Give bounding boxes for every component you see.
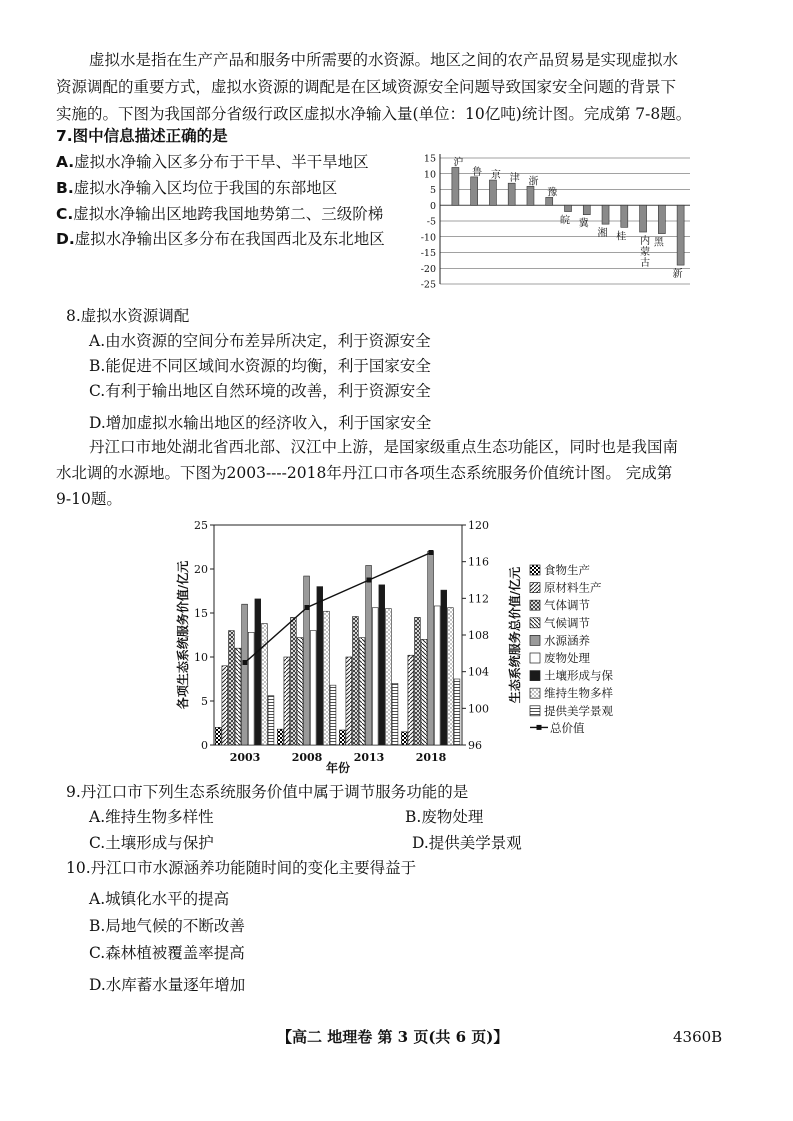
c2-legend-label: 水源涵养 bbox=[544, 633, 590, 648]
c2-bar bbox=[421, 639, 427, 745]
c1-ytick-label: -5 bbox=[426, 216, 436, 228]
c1-bar bbox=[546, 197, 553, 205]
intro-line-2: 资源调配的重要方式，虚拟水资源的调配是在区域资源安全问题导致国家安全问题的背景下 bbox=[56, 78, 677, 96]
c2-bar bbox=[454, 679, 460, 745]
c2-legend-label: 土壤形成与保 bbox=[544, 668, 613, 683]
c2-bar bbox=[324, 611, 330, 745]
c1-category-label: 冀 bbox=[578, 218, 589, 230]
c1-ytick-label: 0 bbox=[429, 200, 436, 212]
c2-legend-swatch bbox=[530, 618, 540, 628]
q10-option-c: C.森林植被覆盖率提高 bbox=[89, 944, 245, 962]
c2-ytick-right-label: 112 bbox=[468, 592, 489, 606]
c1-bar bbox=[583, 205, 590, 214]
c2-bar bbox=[317, 587, 323, 745]
c1-bar bbox=[677, 205, 684, 265]
c1-bar bbox=[527, 186, 534, 205]
c2-bar bbox=[248, 632, 254, 745]
c2-total-marker bbox=[305, 605, 310, 610]
c2-ytick-label: 20 bbox=[194, 563, 208, 576]
q7-option-a: A.虚拟水净输入区多分布于干旱、半干旱地区 bbox=[56, 153, 369, 171]
c2-bar bbox=[235, 648, 241, 745]
c2-ytick-label: 5 bbox=[201, 695, 208, 708]
c2-ylabel-right: 生态系统服务总价值/亿元 bbox=[508, 566, 522, 704]
c1-bar bbox=[658, 205, 665, 233]
c2-bar bbox=[229, 631, 235, 745]
q8-option-a: A.由水资源的空间分布差异所决定，利于资源安全 bbox=[89, 332, 431, 350]
q7-option-c: C.虚拟水净输出区地跨我国地势第二、三级阶梯 bbox=[56, 205, 384, 223]
q7-option-d: D.虚拟水净输出区多分布在我国西北及东北地区 bbox=[56, 230, 385, 248]
c2-xlabel: 年份 bbox=[325, 761, 351, 775]
c2-bar bbox=[304, 576, 310, 745]
c1-category-label: 新 bbox=[672, 269, 683, 281]
c2-bar bbox=[434, 606, 440, 745]
q8-option-b: B.能促进不同区域间水资源的均衡，利于国家安全 bbox=[89, 357, 431, 375]
c2-bar bbox=[339, 730, 345, 745]
c2-bar bbox=[291, 617, 297, 745]
c2-legend-swatch bbox=[530, 671, 540, 681]
c1-ytick-label: -25 bbox=[420, 279, 436, 290]
c2-bar bbox=[448, 608, 454, 745]
c2-ytick-right-label: 100 bbox=[468, 702, 489, 716]
c2-legend-label: 总价值 bbox=[550, 720, 585, 735]
c1-ytick-label: 5 bbox=[429, 185, 436, 196]
c1-bar bbox=[489, 180, 496, 205]
c2-bar bbox=[408, 655, 414, 745]
c1-bar bbox=[621, 205, 628, 227]
c2-legend-swatch bbox=[530, 565, 540, 575]
c2-xtick-label: 2003 bbox=[229, 751, 261, 764]
c2-bar bbox=[215, 727, 221, 745]
intro2-line-3: 9-10题。 bbox=[56, 490, 122, 508]
c1-bar bbox=[508, 183, 515, 205]
c2-total-line bbox=[245, 553, 431, 663]
c2-bar bbox=[392, 683, 398, 745]
c2-bar bbox=[242, 604, 248, 745]
c2-legend-swatch bbox=[530, 688, 540, 698]
c2-bar bbox=[359, 638, 365, 745]
c2-bar bbox=[372, 608, 378, 745]
c2-total-marker bbox=[243, 660, 248, 665]
c1-ytick-label: -20 bbox=[420, 263, 436, 275]
c1-bar bbox=[452, 167, 459, 205]
c2-ytick-right-label: 96 bbox=[468, 739, 482, 752]
c2-legend-swatch bbox=[530, 635, 540, 645]
c2-total-marker bbox=[367, 578, 372, 583]
c2-bar bbox=[310, 631, 316, 745]
c2-bar bbox=[379, 585, 385, 745]
q7-stem: 7.图中信息描述正确的是 bbox=[56, 127, 228, 145]
q8-option-c: C.有利于输出地区自然环境的改善，利于资源安全 bbox=[89, 382, 431, 400]
q10-option-a: A.城镇化水平的提高 bbox=[89, 890, 230, 908]
c1-ytick-label: 10 bbox=[423, 169, 436, 181]
c1-category-label: 内蒙古 bbox=[640, 236, 651, 270]
c1-bar bbox=[471, 177, 478, 205]
c2-bar bbox=[415, 617, 421, 745]
q10-stem: 10.丹江口市水源涵养功能随时间的变化主要得益于 bbox=[66, 859, 417, 877]
c1-bar bbox=[565, 205, 572, 211]
c2-xtick-label: 2008 bbox=[291, 751, 323, 764]
c2-bar bbox=[284, 657, 290, 745]
c2-legend-label: 维持生物多样 bbox=[544, 686, 613, 701]
c1-category-label: 鲁 bbox=[472, 166, 483, 178]
intro-line-1: 虚拟水是指在生产产品和服务中所需要的水资源。地区之间的农产品贸易是实现虚拟水 bbox=[89, 51, 679, 69]
q9-option-a: A.维持生物多样性 bbox=[89, 808, 214, 826]
c2-ytick-right-label: 104 bbox=[468, 665, 489, 679]
c1-category-label: 黑 bbox=[653, 237, 664, 249]
c1-ytick-label: -10 bbox=[420, 232, 436, 244]
c2-bar bbox=[277, 729, 283, 745]
intro-line-3: 实施的。下图为我国部分省级行政区虚拟水净输入量(单位：10亿吨)统计图。完成第 7-8题。 bbox=[56, 105, 692, 123]
c2-ytick-right-label: 116 bbox=[468, 555, 489, 569]
c2-legend-swatch bbox=[530, 653, 540, 663]
c2-legend-label: 食物生产 bbox=[544, 563, 590, 577]
q7-option-b: B.虚拟水净输入区均位于我国的东部地区 bbox=[56, 179, 338, 197]
q8-stem: 8.虚拟水资源调配 bbox=[66, 307, 190, 325]
c2-bar bbox=[262, 624, 268, 745]
q9-option-d: D.提供美学景观 bbox=[412, 834, 522, 852]
c2-bar bbox=[297, 638, 303, 745]
c1-category-label: 豫 bbox=[547, 187, 558, 199]
c2-bar bbox=[401, 732, 407, 745]
c2-ytick-label: 25 bbox=[194, 519, 208, 532]
c2-legend-label: 废物处理 bbox=[544, 651, 590, 665]
c1-category-label: 京 bbox=[490, 170, 501, 182]
c1-ytick-label: -15 bbox=[420, 248, 436, 259]
q10-option-b: B.局地气候的不断改善 bbox=[89, 917, 245, 935]
c2-ytick-right-label: 108 bbox=[468, 629, 489, 642]
q9-option-b: B.废物处理 bbox=[405, 808, 484, 826]
c2-ytick-label: 0 bbox=[201, 739, 208, 752]
q9-stem: 9.丹江口市下列生态系统服务价值中属于调节服务功能的是 bbox=[66, 783, 469, 801]
c1-category-label: 沪 bbox=[453, 157, 464, 169]
c2-legend-swatch bbox=[530, 583, 540, 593]
c2-ytick-label: 15 bbox=[194, 607, 208, 620]
c2-bar bbox=[268, 696, 274, 745]
c2-bar bbox=[386, 609, 392, 745]
page-footer-title: 【高二 地理卷 第 3 页(共 6 页)】 bbox=[277, 1028, 509, 1046]
virtual-water-chart bbox=[420, 150, 695, 290]
c2-legend-swatch bbox=[530, 706, 540, 716]
c1-category-label: 湘 bbox=[597, 228, 608, 240]
c2-legend-label: 气体调节 bbox=[544, 598, 590, 613]
page-code: 4360B bbox=[673, 1028, 723, 1046]
q8-option-d: D.增加虚拟水输出地区的经济收入，利于国家安全 bbox=[89, 414, 432, 432]
c2-bar bbox=[441, 590, 447, 745]
c2-bar bbox=[366, 565, 372, 745]
c2-bar bbox=[353, 617, 359, 745]
c2-xtick-label: 2018 bbox=[415, 751, 447, 764]
c2-ytick-label: 10 bbox=[194, 651, 208, 664]
c2-ytick-right-label: 120 bbox=[468, 519, 489, 532]
c2-legend-label: 原材料生产 bbox=[544, 580, 602, 595]
c2-bar bbox=[346, 657, 352, 745]
intro2-line-1: 丹江口市地处湖北省西北部、汉江中上游，是国家级重点生态功能区，同时也是我国南 bbox=[89, 438, 679, 456]
c1-ytick-label: 15 bbox=[423, 153, 436, 165]
c2-total-marker bbox=[429, 550, 434, 555]
ecosystem-value-chart bbox=[174, 515, 626, 777]
c1-category-label: 浙 bbox=[528, 176, 539, 188]
c2-ylabel: 各项生态系统服务价值/亿元 bbox=[176, 560, 190, 710]
c2-legend-swatch bbox=[530, 600, 540, 610]
c2-legend-label: 提供美学景观 bbox=[544, 703, 613, 718]
c2-bar bbox=[255, 599, 261, 745]
c2-bar bbox=[428, 551, 434, 745]
q10-option-d: D.水库蓄水量逐年增加 bbox=[89, 976, 246, 994]
c1-category-label: 津 bbox=[509, 173, 520, 185]
intro2-line-2: 水北调的水源地。下图为2003----2018年丹江口市各项生态系统服务价值统计图。 完成第 bbox=[56, 464, 673, 482]
q9-option-c: C.土壤形成与保护 bbox=[89, 834, 214, 852]
c2-legend-line-marker bbox=[537, 725, 542, 730]
c2-bar bbox=[330, 685, 336, 745]
c1-bar bbox=[602, 205, 609, 224]
c2-xtick-label: 2013 bbox=[353, 751, 385, 764]
c2-bar bbox=[222, 666, 228, 745]
c1-bar bbox=[640, 205, 647, 232]
c1-category-label: 皖 bbox=[560, 215, 570, 227]
c2-legend-label: 气候调节 bbox=[544, 615, 590, 630]
c1-category-label: 桂 bbox=[616, 231, 627, 243]
